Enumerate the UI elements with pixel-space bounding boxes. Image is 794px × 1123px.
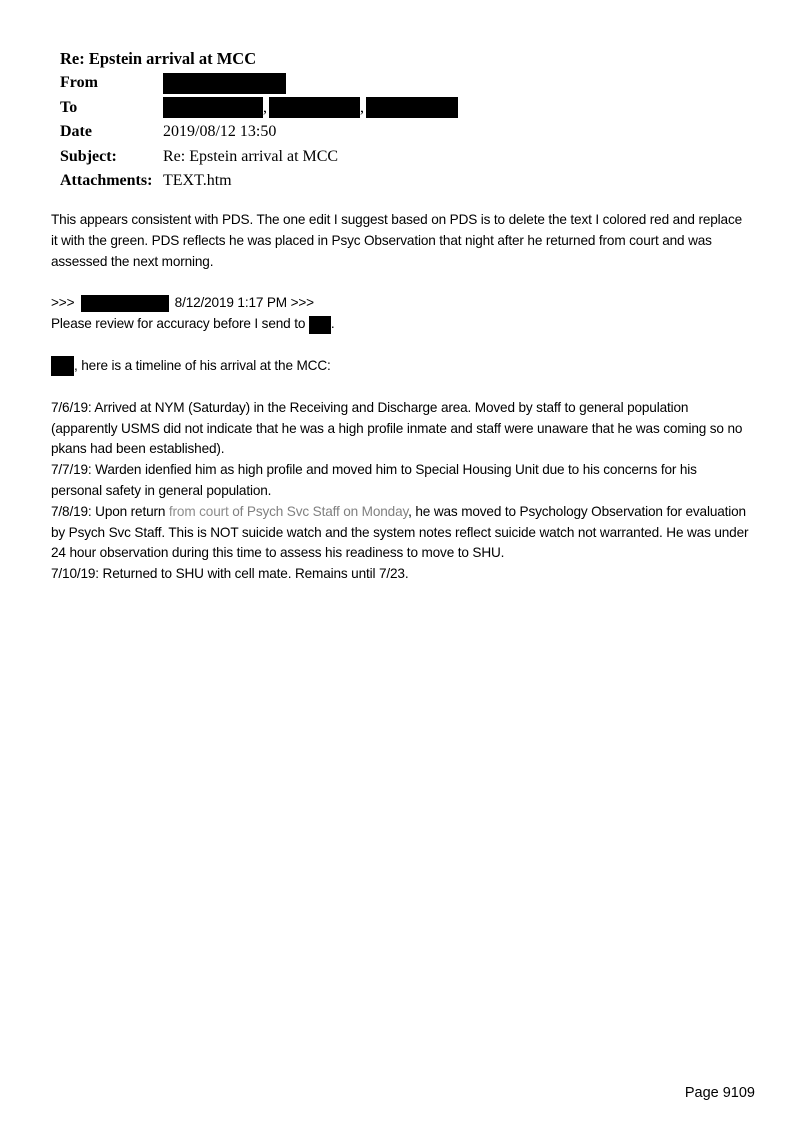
redaction-block (309, 316, 331, 334)
email-header (60, 47, 364, 194)
reply-paragraph: This appears consistent with PDS. The one edit I suggest based on PDS is to delete the text I colored red and replace it with the green. PDS reflects he was placed in Psyc Observation that night after he returned from court and was assessed the next morning. (51, 212, 742, 269)
redaction-block (269, 97, 360, 118)
redaction-block (81, 295, 169, 312)
to-label: To (60, 98, 78, 116)
quote-date: 8/12/2019 1:17 PM >>> (174, 295, 314, 311)
email-title: Re: Epstein arrival at MCC (60, 49, 257, 68)
attachments-value: TEXT.htm (163, 172, 232, 189)
entry-text: 7/8/19: Upon return (51, 503, 169, 519)
subject-value: Re: Epstein arrival at MCC (163, 147, 339, 165)
from-value (163, 71, 286, 95)
subject-row (60, 145, 339, 170)
redaction-block (51, 356, 74, 376)
email-body (51, 210, 751, 585)
timeline-entry: 7/6/19: Arrived at NYM (Saturday) in the Receiving and Discharge area. Moved by staff to general population (apparently USMS did not indicate that he was a high profile inmate and staff were unaware that he was coming so no pkans had been established). (51, 399, 743, 457)
quote-header (51, 293, 751, 314)
timeline-entry (51, 502, 751, 564)
date-row (60, 120, 277, 145)
attachments-row (60, 169, 256, 194)
date-label: Date (60, 123, 92, 140)
redaction-block (163, 73, 286, 94)
quote-prefix: >>> (51, 295, 75, 311)
review-request (51, 314, 751, 335)
subject-label: Subject: (60, 147, 117, 165)
date-value: 2019/08/12 13:50 (163, 123, 277, 140)
redaction-block (366, 97, 458, 118)
to-separator: , (360, 98, 364, 116)
entry-text: , he was moved to Psychology Observation for evaluation by Psych Svc Staff. This is NOT suicide watch and the system notes reflect suicide watch not warranted. He was under 24 hour observation during this time to assess his readiness to move to SHU. (51, 503, 749, 561)
to-separator: , (263, 98, 267, 116)
red-text: from court (168, 503, 229, 519)
from-label: From (60, 74, 98, 91)
review-text: Please review for accuracy before I send to (51, 316, 306, 332)
to-value (163, 96, 458, 120)
timeline-intro-text: , here is a timeline of his arrival at the MCC: (74, 357, 331, 373)
from-row (60, 71, 256, 96)
green-text: of Psych Svc Staff on Monday (232, 503, 409, 519)
page-number: Page 9109 (684, 1085, 755, 1101)
timeline-intro (51, 356, 751, 377)
timeline-entry: 7/7/19: Warden idenfied him as high profile and moved him to Special Housing Unit due to his concerns for his personal safety in general population. (51, 462, 697, 498)
attachments-label: Attachments: (60, 172, 153, 189)
redaction-block (163, 97, 263, 118)
to-row (60, 96, 364, 121)
review-end: . (330, 316, 335, 332)
timeline-entry: 7/10/19: Returned to SHU with cell mate. Remains until 7/23. (51, 566, 409, 582)
